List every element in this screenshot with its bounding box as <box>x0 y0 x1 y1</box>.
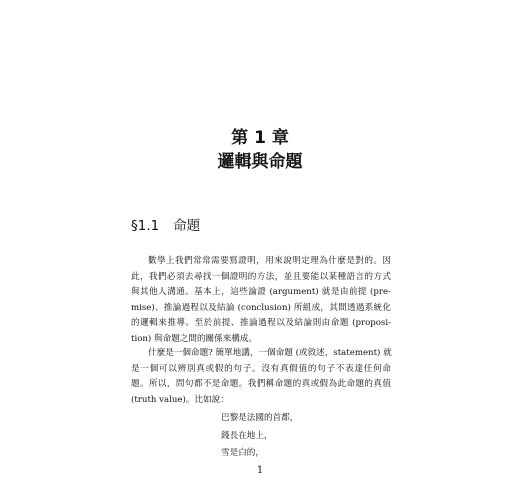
paragraph-line: 此，我們必須去尋找一個證明的方法，並且要能以某種語言的方式 <box>131 271 391 282</box>
section-number: §1.1 <box>131 218 160 234</box>
example-item: 巴黎是法國的首都， <box>221 413 299 423</box>
paragraph-line: 題。所以，問句都不是命題。我們稱命題的真或假為此命題的真值 <box>131 379 391 389</box>
section-heading <box>131 218 200 234</box>
paragraph-line: 數學上我們常常需要寫證明，用來說明定理為什麼是對的。因 <box>148 256 391 266</box>
paragraph-line: (truth value)。比如說： <box>131 394 229 405</box>
paragraph-line: 與其他人溝通。基本上，這些論證 (argument) 就是由前提 (pre- <box>131 287 391 297</box>
paragraph-line: 是一個可以辨別真或假的句子。沒有真假值的句子不表達任何命 <box>131 363 391 374</box>
example-item: 錢長在地上， <box>221 430 273 441</box>
paragraph-line: mise)、推論過程以及結論 (conclusion) 所組成，其間透過系統化 <box>131 302 391 313</box>
example-item: 雪是白的， <box>221 448 264 458</box>
paragraph-2 <box>131 346 391 408</box>
paragraph-line: 的邏輯來推導。至於前提、推論過程以及結論則由命題 (proposi- <box>131 318 391 328</box>
paragraph-1 <box>131 254 391 347</box>
chapter-title: 邏輯與命題 <box>217 152 303 172</box>
example-list <box>221 410 298 463</box>
paragraph-line: tion) 與命題之間的關係來構成。 <box>131 333 258 344</box>
section-title: 命題 <box>173 218 201 234</box>
page-number: 1 <box>256 465 264 476</box>
paragraph-line: 什麼是一個命題? 簡單地講，一個命題 (或敘述，statement) 就 <box>148 348 392 358</box>
chapter-number: 第 1 章 <box>231 128 289 148</box>
